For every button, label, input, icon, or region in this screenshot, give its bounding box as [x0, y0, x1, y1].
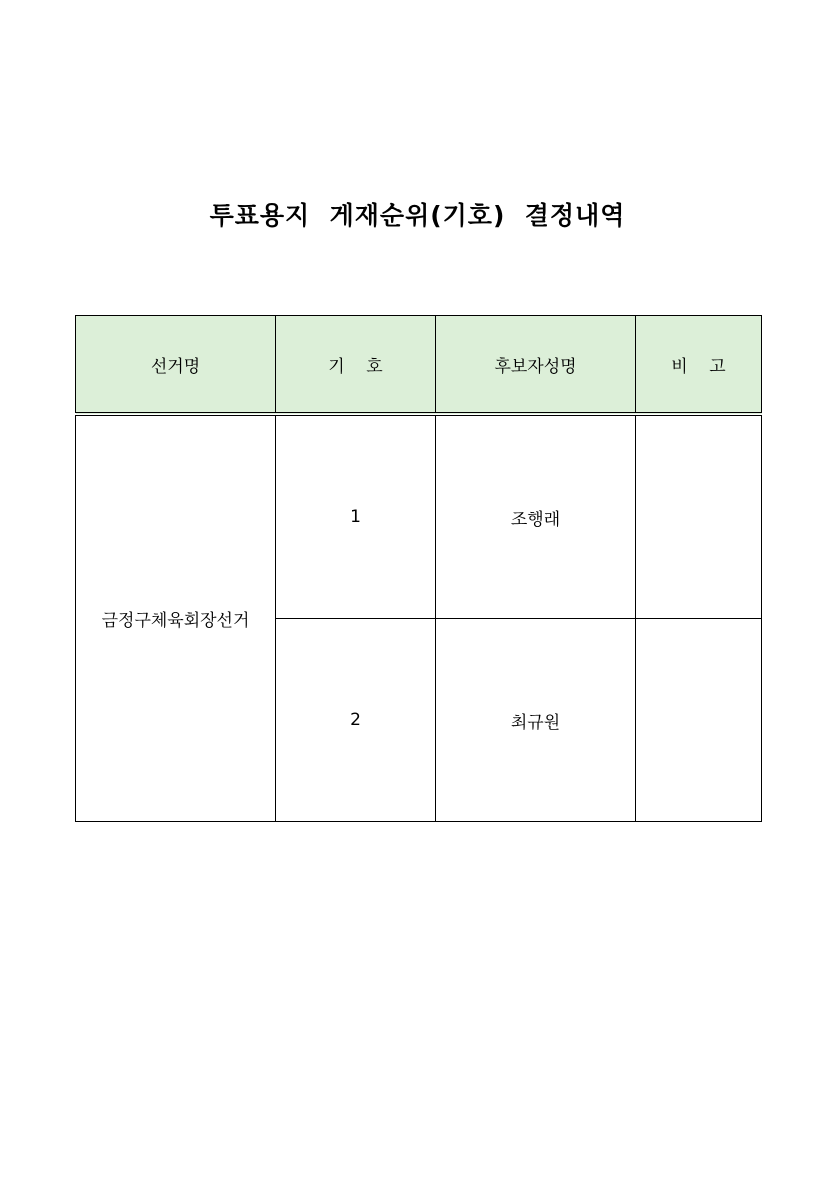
number-cell: 2 — [276, 619, 436, 822]
header-election-name: 선거명 — [76, 316, 276, 415]
header-remarks: 비 고 — [636, 316, 762, 415]
document-title: 투표용지 게재순위(기호) 결정내역 — [209, 201, 626, 230]
table-row — [76, 414, 762, 619]
candidate-cell: 최규원 — [436, 619, 636, 822]
header-number: 기 호 — [276, 316, 436, 415]
remarks-cell — [636, 619, 762, 822]
election-name-cell: 금정구체육회장선거 — [76, 414, 276, 822]
number-cell: 1 — [276, 414, 436, 619]
remarks-cell — [636, 414, 762, 619]
candidate-cell: 조행래 — [436, 414, 636, 619]
header-row — [76, 316, 762, 415]
ballot-order-table — [75, 315, 762, 822]
header-candidate-name: 후보자성명 — [436, 316, 636, 415]
